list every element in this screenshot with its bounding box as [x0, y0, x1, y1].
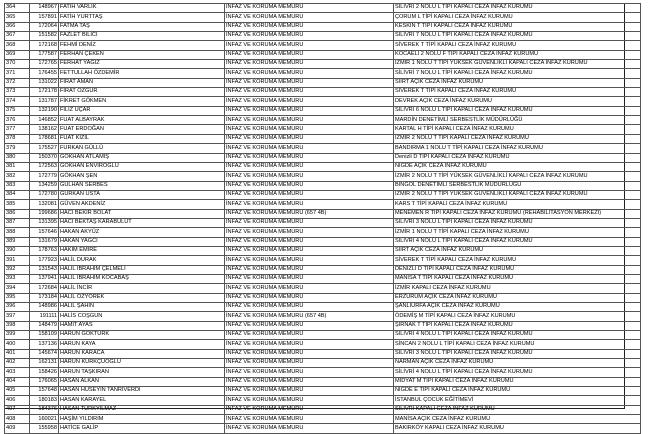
job-title-cell: İNFAZ VE KORUMA MEMURU [225, 106, 394, 115]
job-title-cell: İNFAZ VE KORUMA MEMURU [225, 331, 394, 340]
job-title-cell: İNFAZ VE KORUMA MEMURU [225, 181, 394, 190]
person-name-cell: FATİH YURTTAŞ [59, 13, 225, 22]
person-name-cell: HARUN KAYA [59, 340, 225, 349]
person-name-cell: GÖKHAN ENVİROĞLU [59, 162, 225, 171]
institution-cell: KARTAL H TİPİ KAPALI CEZA İNFAZ KURUMU [394, 125, 641, 134]
registry-id-cell: 191111 [30, 312, 59, 321]
registry-id-cell: 172780 [30, 190, 59, 199]
table-row [5, 387, 641, 396]
person-name-cell: HALİL İBRAHİM KOCABAŞ [59, 274, 225, 283]
person-name-cell: HACI BEKİR BOLAT [59, 209, 225, 218]
job-title-cell: İNFAZ VE KORUMA MEMURU [225, 200, 394, 209]
person-name-cell: FURKAN GÜLLÜ [59, 144, 225, 153]
person-name-cell: HASAN TÜRKYILMAZ [59, 405, 225, 414]
table-row [5, 274, 641, 283]
table-row [5, 396, 641, 405]
registry-id-cell: 148479 [30, 321, 59, 330]
row-number-cell: 369 [5, 50, 30, 59]
table-row [5, 162, 641, 171]
institution-cell: BAKIRKÖY KAPALI CEZA İNFAZ KURUMU [394, 424, 641, 433]
registry-id-cell: 180183 [30, 396, 59, 405]
table-row [5, 69, 641, 78]
registry-id-cell: 158426 [30, 368, 59, 377]
person-name-cell: HASAN ALKAN [59, 377, 225, 386]
registry-id-cell: 178681 [30, 134, 59, 143]
row-number-cell: 398 [5, 321, 30, 330]
table-row [5, 181, 641, 190]
person-name-cell: FIRAT ÖZGÜR [59, 88, 225, 97]
row-number-cell: 385 [5, 200, 30, 209]
row-number-cell: 382 [5, 172, 30, 181]
table-row [5, 256, 641, 265]
person-name-cell: FIRAT AMAN [59, 78, 225, 87]
institution-cell: SİLİVRİ 7 NOLU L TİPİ KAPALI CEZA İNFAZ KURUMU [394, 32, 641, 41]
table-row [5, 50, 641, 59]
job-title-cell: İNFAZ VE KORUMA MEMURU [225, 41, 394, 50]
institution-cell: MENEMEN R TİPİ KAPALI CEZA İNFAZ KURUMU (REHABİLİTASYON MERKEZİ) [394, 209, 641, 218]
person-name-cell: GÖKHAN ATLAMIŞ [59, 153, 225, 162]
row-number-cell: 379 [5, 144, 30, 153]
row-number-cell: 370 [5, 60, 30, 69]
row-number-cell: 395 [5, 293, 30, 302]
institution-cell: ÇORUM L TİPİ KAPALI CEZA İNFAZ KURUMU [394, 13, 641, 22]
registry-id-cell: 177923 [30, 256, 59, 265]
row-number-cell: 383 [5, 181, 30, 190]
institution-cell: KOCAELİ 2 NOLU F TİPİ KAPALI CEZA İNFAZ KURUMU [394, 50, 641, 59]
row-number-cell: 374 [5, 97, 30, 106]
table-row [5, 4, 641, 13]
registry-id-cell: 178763 [30, 246, 59, 255]
job-title-cell: İNFAZ VE KORUMA MEMURU [225, 13, 394, 22]
institution-cell: SİVEREK T TİPİ KAPALI CEZA İNFAZ KURUMU [394, 256, 641, 265]
registry-id-cell: 131395 [30, 218, 59, 227]
registry-id-cell: 175527 [30, 144, 59, 153]
person-name-cell: HALİL İNCİR [59, 284, 225, 293]
person-name-cell: FİLİZ UÇAR [59, 106, 225, 115]
row-number-cell: 408 [5, 415, 30, 424]
institution-cell: ERZURUM AÇIK CEZA İNFAZ KURUMU [394, 293, 641, 302]
person-name-cell: HAKİM EMİRE [59, 246, 225, 255]
row-number-cell: 371 [5, 69, 30, 78]
institution-cell: SİLİVRİ KAPALI CEZA İNFAZ KURUMU [394, 405, 641, 414]
registry-id-cell: 151582 [30, 32, 59, 41]
row-number-cell: 388 [5, 228, 30, 237]
table-row [5, 312, 641, 321]
row-number-cell: 364 [5, 4, 30, 13]
registry-id-cell: 146852 [30, 116, 59, 125]
person-name-cell: FATİH VARLIK [59, 4, 225, 13]
institution-cell: DEVREK AÇIK CEZA İNFAZ KURUMU [394, 97, 641, 106]
row-number-cell: 381 [5, 162, 30, 171]
person-name-cell: FUAT ALBAYRAK [59, 116, 225, 125]
person-name-cell: FERHAN ÇEKEN [59, 50, 225, 59]
institution-cell: İSTANBUL ÇOCUK EĞİTİMEVİ [394, 396, 641, 405]
table-row [5, 200, 641, 209]
institution-cell: Denizli D TİPİ KAPALI CEZA İNFAZ KURUMU [394, 153, 641, 162]
person-name-cell: FİKRET GÖKMEN [59, 97, 225, 106]
person-name-cell: HALİL İBRAHİM ÇELMELİ [59, 265, 225, 274]
table-row [5, 293, 641, 302]
registry-id-cell: 157891 [30, 13, 59, 22]
table-row [5, 41, 641, 50]
registry-id-cell: 157646 [30, 228, 59, 237]
table-row [5, 134, 641, 143]
institution-cell: MANİSA AÇIK CEZA İNFAZ KURUMU [394, 415, 641, 424]
institution-cell: SİLİVRİ 4 NOLU L TİPİ KAPALI CEZA İNFAZ KURUMU [394, 237, 641, 246]
person-name-cell: HASAN KARAYEL [59, 396, 225, 405]
row-number-cell: 380 [5, 153, 30, 162]
registry-id-cell: 172178 [30, 88, 59, 97]
row-number-cell: 375 [5, 106, 30, 115]
row-number-cell: 399 [5, 331, 30, 340]
registry-id-cell: 172168 [30, 41, 59, 50]
table-row [5, 116, 641, 125]
person-name-cell: FUAT ERDOĞAN [59, 125, 225, 134]
table-row [5, 331, 641, 340]
job-title-cell: İNFAZ VE KORUMA MEMURU [225, 274, 394, 283]
registry-id-cell: 137136 [30, 340, 59, 349]
person-name-cell: FUAT KIZIL [59, 134, 225, 143]
registry-id-cell: 199686 [30, 209, 59, 218]
institution-cell: MARDİN DENETİMLİ SERBESTLİK MÜDÜRLÜĞÜ [394, 116, 641, 125]
table-body [5, 4, 641, 434]
registry-id-cell: 131787 [30, 97, 59, 106]
person-name-cell: HARUN KARACA [59, 349, 225, 358]
row-number-cell: 396 [5, 303, 30, 312]
institution-cell: BANDIRMA 1 NOLU T TİPİ KAPALI CEZA İNFAZ KURUMU [394, 144, 641, 153]
job-title-cell: İNFAZ VE KORUMA MEMURU [225, 303, 394, 312]
table-row [5, 32, 641, 41]
person-name-cell: HACI BEKTAŞ KARABULUT [59, 218, 225, 227]
table-row [5, 340, 641, 349]
job-title-cell: İNFAZ VE KORUMA MEMURU [225, 190, 394, 199]
row-number-cell: 390 [5, 246, 30, 255]
institution-cell: İZMİR 1 NOLU T TİPİ KAPALI CEZA İNFAZ KURUMU [394, 228, 641, 237]
row-number-cell: 391 [5, 256, 30, 265]
row-number-cell: 401 [5, 349, 30, 358]
job-title-cell: İNFAZ VE KORUMA MEMURU [225, 116, 394, 125]
job-title-cell: İNFAZ VE KORUMA MEMURU [225, 88, 394, 97]
job-title-cell: İNFAZ VE KORUMA MEMURU [225, 134, 394, 143]
person-name-cell: HARUN GÖKTÜRK [59, 331, 225, 340]
job-title-cell: İNFAZ VE KORUMA MEMURU [225, 405, 394, 414]
person-name-cell: HAKAN YAĞCI [59, 237, 225, 246]
job-title-cell: İNFAZ VE KORUMA MEMURU [225, 60, 394, 69]
registry-id-cell: 162131 [30, 359, 59, 368]
job-title-cell: İNFAZ VE KORUMA MEMURU [225, 265, 394, 274]
institution-cell: ŞANLIURFA AÇIK CEZA İNFAZ KURUMU [394, 303, 641, 312]
row-number-cell: 373 [5, 88, 30, 97]
person-name-cell: GÖKHAN ŞEN [59, 172, 225, 181]
table-row [5, 265, 641, 274]
institution-cell: SİLİVRİ 2 NOLU L TİPİ KAPALI CEZA İNFAZ KURUMU [394, 4, 641, 13]
registry-id-cell: 160021 [30, 415, 59, 424]
row-number-cell: 384 [5, 190, 30, 199]
job-title-cell: İNFAZ VE KORUMA MEMURU [225, 228, 394, 237]
registry-id-cell: 176065 [30, 377, 59, 386]
person-name-cell: FAZLET BİLİCİ [59, 32, 225, 41]
table-row [5, 415, 641, 424]
person-name-cell: FATMA TAŞ [59, 22, 225, 31]
registry-id-cell: 157648 [30, 387, 59, 396]
job-title-cell: İNFAZ VE KORUMA MEMURU [225, 4, 394, 13]
row-number-cell: 406 [5, 396, 30, 405]
registry-id-cell: 148967 [30, 4, 59, 13]
row-number-cell: 376 [5, 116, 30, 125]
row-number-cell: 367 [5, 32, 30, 41]
institution-cell: SİLİVRİ 4 NOLU L TİPİ KAPALI CEZA İNFAZ KURUMU [394, 331, 641, 340]
row-number-cell: 368 [5, 41, 30, 50]
job-title-cell: İNFAZ VE KORUMA MEMURU [225, 415, 394, 424]
person-name-cell: FEHMİ DENİZ [59, 41, 225, 50]
institution-cell: SİLİVRİ 3 NOLU L TİPİ KAPALI CEZA İNFAZ KURUMU [394, 218, 641, 227]
institution-cell: İZMİR 2 NOLU T TİPİ YÜKSEK GÜVENLİKLİ KAPALI CEZA İNFAZ KURUMU [394, 172, 641, 181]
institution-cell: MİDYAT M TİPİ KAPALI CEZA İNFAZ KURUMU [394, 377, 641, 386]
row-number-cell: 387 [5, 218, 30, 227]
registry-id-cell: 158109 [30, 331, 59, 340]
registry-id-cell: 172684 [30, 284, 59, 293]
personnel-table [4, 3, 641, 434]
row-number-cell: 403 [5, 368, 30, 377]
institution-cell: SİLİVRİ 4 NOLU L TİPİ KAPALI CEZA İNFAZ KURUMU [394, 368, 641, 377]
job-title-cell: İNFAZ VE KORUMA MEMURU [225, 246, 394, 255]
table-row [5, 359, 641, 368]
institution-cell: MANİSA T TİPİ KAPALI CEZA İNFAZ KURUMU [394, 274, 641, 283]
person-name-cell: HALİS COŞGUN [59, 312, 225, 321]
job-title-cell: İNFAZ VE KORUMA MEMURU [225, 153, 394, 162]
row-number-cell: 397 [5, 312, 30, 321]
table-row [5, 60, 641, 69]
registry-id-cell: 131543 [30, 265, 59, 274]
row-number-cell: 393 [5, 274, 30, 283]
job-title-cell: İNFAZ VE KORUMA MEMURU [225, 387, 394, 396]
table-row [5, 424, 641, 433]
row-number-cell: 405 [5, 387, 30, 396]
person-name-cell: FETTULLAH ÖZDEMİR [59, 69, 225, 78]
row-number-cell: 372 [5, 78, 30, 87]
table-row [5, 209, 641, 218]
person-name-cell: HARUN KÜRKÇÜOĞLU [59, 359, 225, 368]
institution-cell: ŞIRNAK T TİPİ KAPALI CEZA İNFAZ KURUMU [394, 321, 641, 330]
row-number-cell: 389 [5, 237, 30, 246]
table-row [5, 303, 641, 312]
table-row [5, 349, 641, 358]
registry-id-cell: 132081 [30, 200, 59, 209]
registry-id-cell: 176455 [30, 69, 59, 78]
registry-id-cell: 177587 [30, 50, 59, 59]
institution-cell: SİİRT AÇIK CEZA İNFAZ KURUMU [394, 246, 641, 255]
job-title-cell: İNFAZ VE KORUMA MEMURU [225, 78, 394, 87]
row-number-cell: 404 [5, 377, 30, 386]
institution-cell: SİVEREK T TİPİ KAPALI CEZA İNFAZ KURUMU [394, 41, 641, 50]
table-row [5, 106, 641, 115]
registry-id-cell: 150370 [30, 153, 59, 162]
registry-id-cell: 172563 [30, 162, 59, 171]
job-title-cell: İNFAZ VE KORUMA MEMURU (657 4B) [225, 209, 394, 218]
person-name-cell: GÜVEN AKDENİZ [59, 200, 225, 209]
person-name-cell: HAŞİM YILDIRIM [59, 415, 225, 424]
person-name-cell: HATİCE GALİP [59, 424, 225, 433]
table-row [5, 22, 641, 31]
table-row [5, 172, 641, 181]
institution-cell: İZMİR KAPALI CEZA İNFAZ KURUMU [394, 284, 641, 293]
row-number-cell: 366 [5, 22, 30, 31]
institution-cell: SİLİVRİ 6 NOLU L TİPİ KAPALI CEZA İNFAZ KURUMU [394, 106, 641, 115]
table-row [5, 190, 641, 199]
institution-cell: İZMİR 1 NOLU T TİPİ YÜKSEK GÜVENLİKLİ KAPALI CEZA İNFAZ KURUMU [394, 60, 641, 69]
table-row [5, 377, 641, 386]
job-title-cell: İNFAZ VE KORUMA MEMURU [225, 22, 394, 31]
job-title-cell: İNFAZ VE KORUMA MEMURU [225, 349, 394, 358]
registry-id-cell: 172779 [30, 172, 59, 181]
job-title-cell: İNFAZ VE KORUMA MEMURU [225, 321, 394, 330]
job-title-cell: İNFAZ VE KORUMA MEMURU [225, 293, 394, 302]
job-title-cell: İNFAZ VE KORUMA MEMURU [225, 359, 394, 368]
institution-cell: NARMAN AÇIK CEZA İNFAZ KURUMU [394, 359, 641, 368]
table-row [5, 218, 641, 227]
person-name-cell: HARUN TAŞKIRAN [59, 368, 225, 377]
table-row [5, 13, 641, 22]
institution-cell: SİLİVRİ 7 NOLU L TİPİ KAPALI CEZA İNFAZ KURUMU [394, 69, 641, 78]
institution-cell: ÖDEMİŞ M TİPİ KAPALI CEZA İNFAZ KURUMU [394, 312, 641, 321]
job-title-cell: İNFAZ VE KORUMA MEMURU [225, 368, 394, 377]
table-row [5, 144, 641, 153]
table-row [5, 246, 641, 255]
job-title-cell: İNFAZ VE KORUMA MEMURU [225, 50, 394, 59]
row-number-cell: 394 [5, 284, 30, 293]
registry-id-cell: 172765 [30, 60, 59, 69]
institution-cell: NİĞDE E TİPİ KAPALI CEZA İNFAZ KURUMU [394, 387, 641, 396]
job-title-cell: İNFAZ VE KORUMA MEMURU [225, 218, 394, 227]
registry-id-cell: 145674 [30, 349, 59, 358]
row-number-cell: 377 [5, 125, 30, 134]
job-title-cell: İNFAZ VE KORUMA MEMURU [225, 172, 394, 181]
job-title-cell: İNFAZ VE KORUMA MEMURU [225, 424, 394, 433]
table-row [5, 78, 641, 87]
job-title-cell: İNFAZ VE KORUMA MEMURU [225, 162, 394, 171]
job-title-cell: İNFAZ VE KORUMA MEMURU (657 4B) [225, 312, 394, 321]
job-title-cell: İNFAZ VE KORUMA MEMURU [225, 284, 394, 293]
person-name-cell: HAKAN AKYÜZ [59, 228, 225, 237]
table-row [5, 125, 641, 134]
registry-id-cell: 172064 [30, 22, 59, 31]
table-row [5, 228, 641, 237]
job-title-cell: İNFAZ VE KORUMA MEMURU [225, 340, 394, 349]
institution-cell: NİĞDE AÇIK CEZA İNFAZ KURUMU [394, 162, 641, 171]
row-number-cell: 378 [5, 134, 30, 143]
registry-id-cell: 134259 [30, 181, 59, 190]
table-row [5, 97, 641, 106]
row-number-cell: 400 [5, 340, 30, 349]
table-row [5, 284, 641, 293]
row-number-cell: 407 [5, 405, 30, 414]
registry-id-cell: 184376 [30, 405, 59, 414]
registry-id-cell: 138162 [30, 125, 59, 134]
registry-id-cell: 148986 [30, 303, 59, 312]
institution-cell: İZMİR 2 NOLU T TİPİ YÜKSEK GÜVENLİKLİ KAPALI CEZA İNFAZ KURUMU [394, 190, 641, 199]
person-name-cell: FERHAT YAĞIZ [59, 60, 225, 69]
table-row [5, 321, 641, 330]
person-name-cell: HASAN HÜSEYİN TANRIVERDİ [59, 387, 225, 396]
registry-id-cell: 131022 [30, 78, 59, 87]
registry-id-cell: 155958 [30, 424, 59, 433]
institution-cell: SİİRT AÇIK CEZA İNFAZ KURUMU [394, 78, 641, 87]
table-row [5, 237, 641, 246]
job-title-cell: İNFAZ VE KORUMA MEMURU [225, 144, 394, 153]
institution-cell: KARS T TİPİ KAPALI CEZA İNFAZ KURUMU [394, 200, 641, 209]
person-name-cell: GÜRKAN USTA [59, 190, 225, 199]
institution-cell: DENİZLİ D TİPİ KAPALI CEZA İNFAZ KURUMU [394, 265, 641, 274]
row-number-cell: 402 [5, 359, 30, 368]
job-title-cell: İNFAZ VE KORUMA MEMURU [225, 125, 394, 134]
institution-cell: SİLİVRİ 3 NOLU L TİPİ KAPALI CEZA İNFAZ KURUMU [394, 349, 641, 358]
job-title-cell: İNFAZ VE KORUMA MEMURU [225, 32, 394, 41]
table-row [5, 153, 641, 162]
table-row [5, 368, 641, 377]
row-number-cell: 392 [5, 265, 30, 274]
job-title-cell: İNFAZ VE KORUMA MEMURU [225, 256, 394, 265]
job-title-cell: İNFAZ VE KORUMA MEMURU [225, 396, 394, 405]
row-number-cell: 365 [5, 13, 30, 22]
job-title-cell: İNFAZ VE KORUMA MEMURU [225, 69, 394, 78]
institution-cell: SİNCAN 2 NOLU L TİPİ KAPALI CEZA İNFAZ KURUMU [394, 340, 641, 349]
institution-cell: KESKİN T TİPİ KAPALI CEZA İNFAZ KURUMU [394, 22, 641, 31]
job-title-cell: İNFAZ VE KORUMA MEMURU [225, 377, 394, 386]
job-title-cell: İNFAZ VE KORUMA MEMURU [225, 97, 394, 106]
job-title-cell: İNFAZ VE KORUMA MEMURU [225, 237, 394, 246]
institution-cell: İZMİR 2 NOLU T TİPİ KAPALI CEZA İNFAZ KURUMU [394, 134, 641, 143]
table-row [5, 405, 641, 414]
registry-id-cell: 132190 [30, 106, 59, 115]
person-name-cell: HAMİT AYAS [59, 321, 225, 330]
table-row [5, 88, 641, 97]
row-number-cell: 409 [5, 424, 30, 433]
registry-id-cell: 131679 [30, 237, 59, 246]
person-name-cell: HALİL DURAK [59, 256, 225, 265]
registry-id-cell: 137941 [30, 274, 59, 283]
institution-cell: SİVEREK T TİPİ KAPALI CEZA İNFAZ KURUMU [394, 88, 641, 97]
person-name-cell: HALİL ÖZYÖREK [59, 293, 225, 302]
person-name-cell: HALİL ŞAHİN [59, 303, 225, 312]
person-name-cell: GÜLHAN SERBES [59, 181, 225, 190]
registry-id-cell: 173184 [30, 293, 59, 302]
row-number-cell: 386 [5, 209, 30, 218]
institution-cell: BİNGÖL DENETİMLİ SERBESTLİK MÜDÜRLÜĞÜ [394, 181, 641, 190]
